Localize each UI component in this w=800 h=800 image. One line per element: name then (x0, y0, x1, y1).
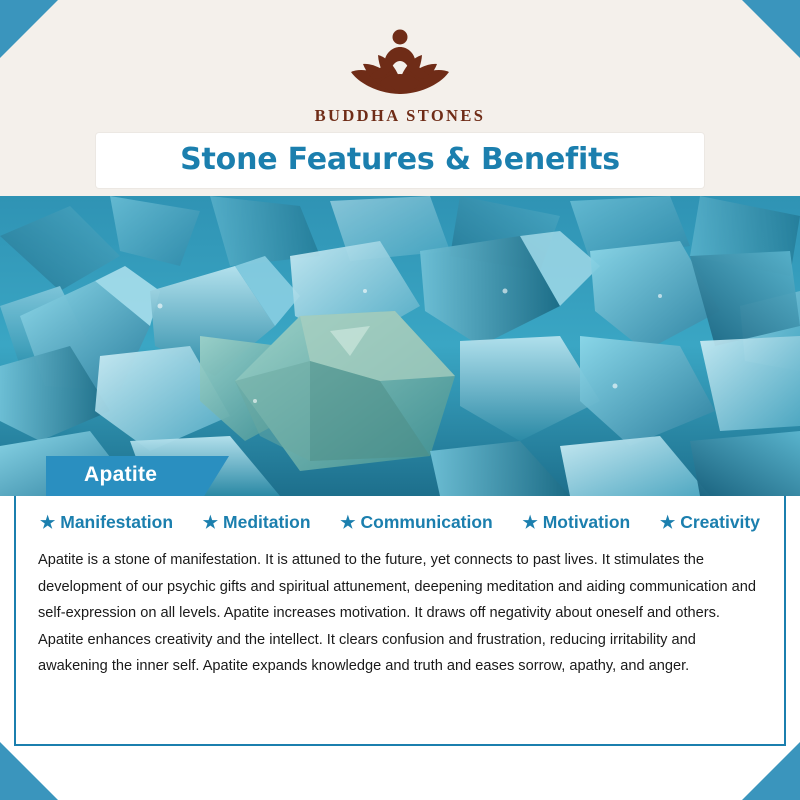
keyword-label: Manifestation (60, 512, 174, 532)
star-icon: ★ (202, 513, 219, 532)
corner-decoration-top-right (742, 0, 800, 58)
apatite-crystals-illustration (0, 196, 800, 496)
star-icon: ★ (522, 513, 538, 532)
corner-decoration-bottom-right (742, 742, 800, 800)
keyword-item (40, 512, 173, 533)
keyword-item (340, 512, 492, 533)
lotus-meditation-icon (325, 24, 475, 102)
keyword-label: Meditation (223, 512, 311, 532)
keyword-item (660, 512, 760, 533)
content-panel (14, 496, 786, 746)
star-icon: ★ (340, 513, 356, 532)
hero-image (0, 196, 800, 496)
title-banner (96, 133, 704, 188)
page-title: Stone Features & Benefits (180, 142, 620, 177)
brand-name: BUDDHA STONES (314, 106, 486, 125)
content-section (0, 496, 800, 746)
keyword-list (38, 512, 762, 543)
keyword-label: Communication (360, 512, 493, 532)
keyword-item (203, 512, 311, 533)
keyword-label: Motivation (542, 512, 631, 532)
corner-decoration-top-left (0, 0, 58, 58)
corner-decoration-bottom-left (0, 742, 58, 800)
description-text: Apatite is a stone of manifestation. It is attuned to the future, yet connects to past lives. It stimulates the development of our psychic gifts and spiritual attunement, deepening meditation and aiding communication and self-expression on all levels. Apatite increases motivation. It draws off negativity about oneself and others. Apatite enhances creativity and the intellect. It clears confusion and frustration, reducing irritability and awakening the inner self. Apatite expands knowledge and truth and eases sorrow, apathy, and anger. (38, 552, 756, 675)
star-icon: ★ (40, 513, 56, 532)
star-icon: ★ (659, 513, 676, 532)
header (0, 0, 800, 196)
keyword-label: Creativity (680, 512, 760, 532)
keyword-item (522, 512, 630, 533)
stone-name-label: Apatite (46, 456, 203, 496)
